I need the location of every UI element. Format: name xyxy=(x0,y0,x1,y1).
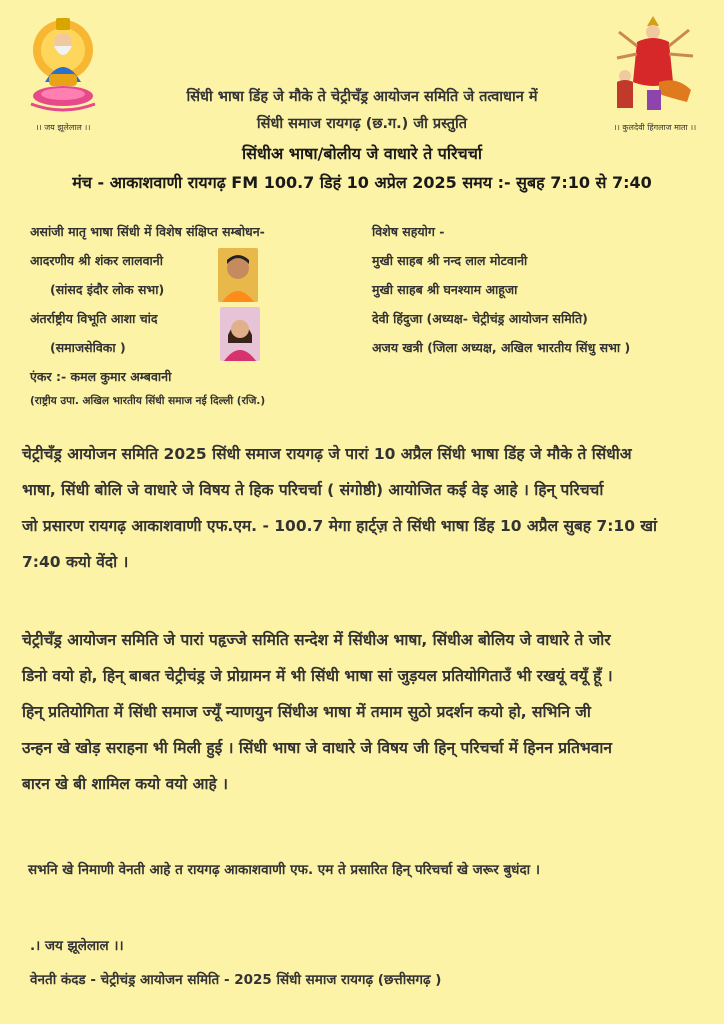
support-item: अजय खत्री (जिला अध्यक्ष, अखिल भारतीय सिंधु सभा ) xyxy=(372,340,631,355)
anchor-role: (राष्ट्रीय उपा. अखिल भारतीय सिंधी समाज नई दिल्ली (रजि.) xyxy=(30,395,266,407)
hinglaj-caption: ।। कुलदेवी हिंगलाज माता ।। xyxy=(613,123,697,132)
jhulelal-image xyxy=(18,12,108,133)
speaker-1-photo xyxy=(218,248,258,302)
header-line-2: सिंधी समाज रायगढ़ (छ.ग.) जी प्रस्तुति xyxy=(256,116,468,132)
speaker-2-role: (समाजसेविका ) xyxy=(50,340,126,355)
paragraph-1 xyxy=(22,436,706,580)
paragraph-1-line: जो प्रसारण रायगढ़ आकाशवाणी एफ.एम. - 100.7 मेगा हार्ट्ज़ ते सिंधी भाषा डिंह 10 अप्रैल सुबह 7:10 खां xyxy=(22,517,658,535)
listener-appeal: सभनि खे निमाणी वेनती आहे त रायगढ़ आकाशवाणी एफ. एम ते प्रसारित हिन् परिचर्चा खे जरूर बुधंदा । xyxy=(28,862,540,878)
paragraph-1-line: भाषा, सिंधी बोलि जे वाधारे जे विषय ते हिक परिचर्चा ( संगोष्ठी) आयोजित कई वेइ आहे । हिन् परिचर्चा xyxy=(22,481,604,499)
event-title: सिंधीअ भाषा/बोलीय जे वाधारे ते परिचर्चा xyxy=(242,144,482,163)
hinglaj-mata-icon xyxy=(607,12,703,120)
paragraph-2-line: हिन् प्रतियोगिता में सिंधी समाज ज्यूँ न्याणयुन सिंधीअ भाषा में तमाम सुठो प्रदर्शन कयो हो, सभिनि जी xyxy=(22,703,591,721)
paragraph-2-line: चेट्रीचँड्र आयोजन समिति जे पारां पहृज्जे समिति सन्देश में सिंधीअ भाषा, सिंधीअ बोलिय जे वाधारे ते जोर xyxy=(22,631,611,649)
support-heading: विशेष सहयोग - xyxy=(372,224,445,239)
support-item: मुखी साहब श्री नन्द लाल मोटवानी xyxy=(372,253,528,268)
speaker-1-name: आदरणीय श्री शंकर लालवानी xyxy=(30,253,163,268)
paragraph-1-line: 7:40 कयो वेंदो । xyxy=(22,553,129,571)
anchor-name: एंकर :- कमल कुमार अम्बवानी xyxy=(30,369,172,384)
header-line-1: सिंधी भाषा डिंह जे मौके ते चेट्रीचँड्र आयोजन समिति जे तत्वाधान में xyxy=(186,89,538,105)
paragraph-2-line: डिनो वयो हो, हिन् बाबत चेट्रीचंड्र जे प्रोग्रामन में भी सिंधी भाषा सां जुड़यल प्रतियोगिताउँ भी रखयूं वयूँ हूँ । xyxy=(22,667,613,685)
paragraph-2 xyxy=(22,622,706,802)
support-item: देवी हिंदुजा (अध्यक्ष- चेट्रीचंड्र आयोजन समिति) xyxy=(372,311,588,326)
speakers-intro: असांजी मातृ भाषा सिंधी में विशेष संक्षिप्त सम्बोधन- xyxy=(30,224,265,239)
speaker-2-photo xyxy=(220,307,260,361)
footer-slogan: .। जय झूलेलाल ।। xyxy=(30,938,124,954)
paragraph-2-line: बारन खे बी शामिल कयो वयो आहे । xyxy=(22,775,228,793)
footer-signature: वेनती कंदड - चेट्रीचंड्र आयोजन समिति - 2025 सिंधी समाज रायगढ़ (छत्तीसगढ़ ) xyxy=(30,972,442,988)
speaker-1-role: (सांसद इंदौर लोक सभा) xyxy=(50,282,165,297)
jhulelal-caption: ।। जय झूलेलाल ।। xyxy=(35,123,91,132)
paragraph-2-line: उन्हन खे खोड़ सराहना भी मिली हुई । सिंधी भाषा जे वाधारे जे विषय जी हिन् परिचर्चा में हिनन प्रतिभवान xyxy=(22,739,613,757)
program-details: मंच - आकाशवाणी रायगढ़ FM 100.7 डिहं 10 अप्रेल 2025 समय :- सुबह 7:10 से 7:40 xyxy=(72,173,652,192)
speaker-2-name: अंतर्राष्ट्रीय विभूति आशा चांद xyxy=(30,311,158,326)
paragraph-1-line: चेट्रीचँड्र आयोजन समिति 2025 सिंधी समाज रायगढ़ जे पारां 10 अप्रैल सिंधी भाषा डिंह जे मौके ते सिंधीअ xyxy=(22,445,632,463)
support-item: मुखी साहब श्री घनश्याम आहूजा xyxy=(372,282,518,297)
jhulelal-icon xyxy=(23,12,103,120)
